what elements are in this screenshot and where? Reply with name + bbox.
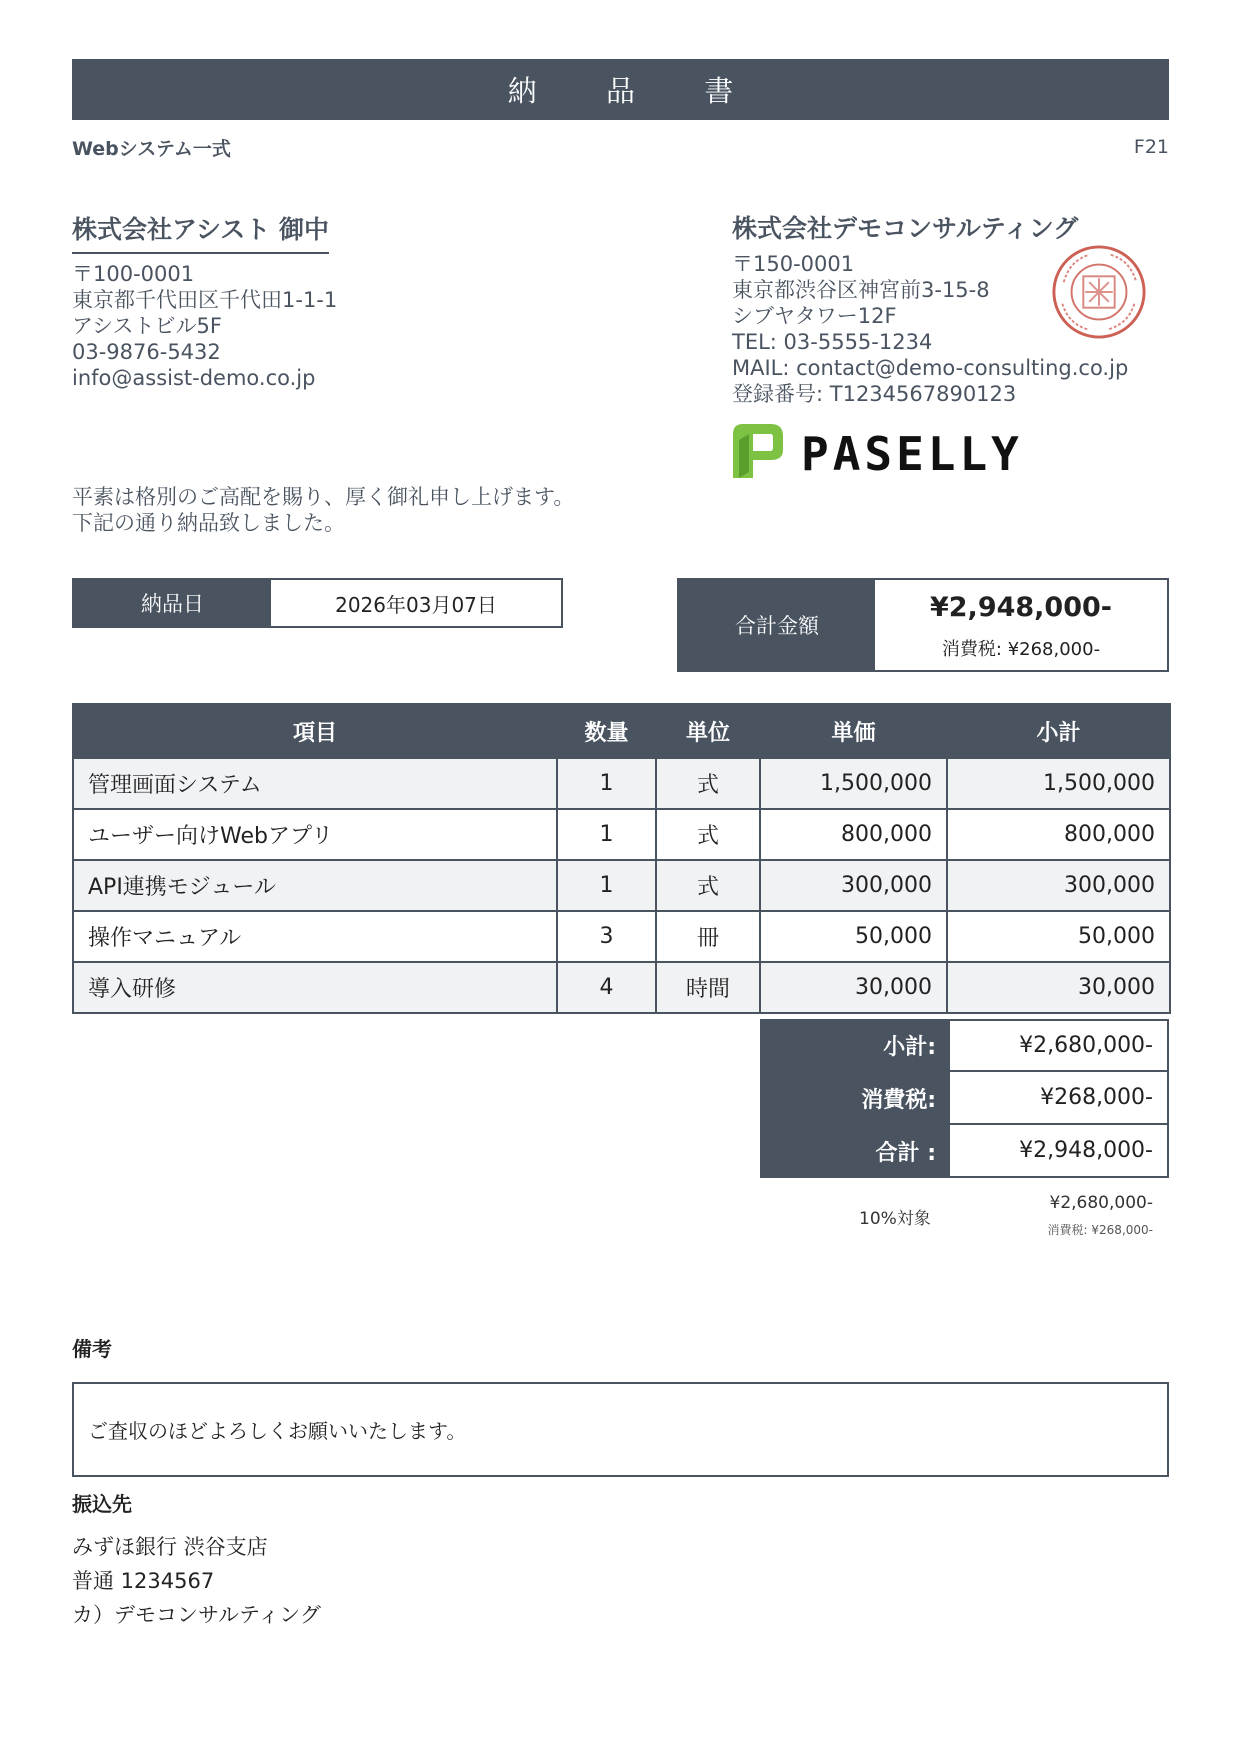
item-quantity: 1 (557, 809, 656, 860)
grand-total-values (875, 580, 1167, 670)
logo-text: PASELLY (801, 427, 1023, 481)
item-name: 管理画面システム (73, 758, 557, 809)
item-unit: 時間 (656, 962, 760, 1013)
delivery-date-label: 納品日 (74, 580, 271, 626)
header-unit-price: 単価 (760, 704, 947, 758)
item-quantity: 4 (557, 962, 656, 1013)
bank-account-number: 普通 1234567 (72, 1569, 215, 1593)
delivery-date-box (72, 578, 563, 628)
table-header-row (73, 704, 1170, 758)
bank-account-holder: カ）デモコンサルティング (72, 1603, 321, 1627)
tax-target-amount: ¥2,680,000- (1049, 1193, 1153, 1213)
summary-tax-label: 消費税: (760, 1072, 948, 1125)
summary-block (760, 1019, 1169, 1178)
table-row (73, 860, 1170, 911)
grand-total-label: 合計金額 (679, 580, 875, 670)
issuer-phone: TEL: 03-5555-1234 (732, 330, 933, 354)
item-subtotal: 30,000 (947, 962, 1170, 1013)
bank-name: みずほ銀行 渋谷支店 (72, 1535, 268, 1559)
table-row (73, 809, 1170, 860)
item-unit-price: 50,000 (760, 911, 947, 962)
issuer-registration-number: 登録番号: T1234567890123 (732, 382, 1017, 406)
issuer-address-line: 東京都渋谷区神宮前3-15-8 (732, 278, 990, 302)
grand-total-box (677, 578, 1169, 672)
item-unit: 式 (656, 758, 760, 809)
client-email: info@assist-demo.co.jp (72, 366, 316, 390)
bank-title: 振込先 (72, 1492, 132, 1516)
header-subtotal: 小計 (947, 704, 1170, 758)
item-name: 導入研修 (73, 962, 557, 1013)
items-table (72, 703, 1171, 1014)
summary-subtotal-label: 小計: (760, 1019, 948, 1072)
item-subtotal: 1,500,000 (947, 758, 1170, 809)
item-subtotal: 800,000 (947, 809, 1170, 860)
summary-subtotal-value: ¥2,680,000- (948, 1019, 1169, 1072)
document-subject: Webシステム一式 (72, 138, 231, 160)
issuer-email: MAIL: contact@demo-consulting.co.jp (732, 356, 1129, 380)
company-logo (731, 420, 1051, 482)
item-quantity: 1 (557, 758, 656, 809)
summary-total-row (760, 1125, 1169, 1178)
client-address-line: 〒100-0001 (72, 262, 195, 286)
item-unit: 冊 (656, 911, 760, 962)
tax-target-tax: 消費税: ¥268,000- (1047, 1223, 1153, 1237)
item-subtotal: 50,000 (947, 911, 1170, 962)
header-item: 項目 (73, 704, 557, 758)
item-unit-price: 300,000 (760, 860, 947, 911)
header-unit: 単位 (656, 704, 760, 758)
company-seal-stamp-icon (1050, 243, 1148, 341)
tax-rate-target: 10%対象 (859, 1209, 931, 1229)
item-unit: 式 (656, 860, 760, 911)
item-unit-price: 800,000 (760, 809, 947, 860)
item-quantity: 1 (557, 860, 656, 911)
summary-total-value: ¥2,948,000- (948, 1125, 1169, 1178)
client-address (72, 261, 337, 391)
summary-total-label: 合計 : (760, 1125, 948, 1178)
summary-tax-row (760, 1072, 1169, 1125)
greeting-line: 下記の通り納品致しました。 (72, 511, 345, 535)
client-address-line: アシストビル5F (72, 314, 222, 338)
item-unit-price: 1,500,000 (760, 758, 947, 809)
client-address-line: 東京都千代田区千代田1-1-1 (72, 288, 338, 312)
bank-details (72, 1530, 321, 1632)
client-phone: 03-9876-5432 (72, 340, 221, 364)
greeting-message (72, 484, 574, 536)
item-subtotal: 300,000 (947, 860, 1170, 911)
header-quantity: 数量 (557, 704, 656, 758)
document-title: 納 品 書 (72, 59, 1169, 120)
greeting-line: 平素は格別のご高配を賜り、厚く御礼申し上げます。 (72, 485, 575, 509)
delivery-date-value: 2026年03月07日 (335, 592, 497, 617)
item-name: 操作マニュアル (73, 911, 557, 962)
issuer-address-line: 〒150-0001 (732, 252, 855, 276)
notes-title: 備考 (72, 1337, 112, 1361)
summary-tax-value: ¥268,000- (948, 1072, 1169, 1125)
item-name: ユーザー向けWebアプリ (73, 809, 557, 860)
table-row (73, 911, 1170, 962)
grand-total-tax: 消費税: ¥268,000- (941, 638, 1101, 660)
item-unit-price: 30,000 (760, 962, 947, 1013)
document-number: F21 (1133, 136, 1169, 158)
issuer-address-line: シブヤタワー12F (732, 304, 897, 328)
table-row (73, 962, 1170, 1013)
table-row (73, 758, 1170, 809)
summary-subtotal-row (760, 1019, 1169, 1072)
item-name: API連携モジュール (73, 860, 557, 911)
grand-total-amount: ¥2,948,000- (929, 591, 1112, 623)
item-quantity: 3 (557, 911, 656, 962)
item-unit: 式 (656, 809, 760, 860)
client-name: 株式会社アシスト 御中 (72, 210, 329, 254)
issuer-name: 株式会社デモコンサルティング (732, 214, 1079, 243)
notes-box: ご査収のほどよろしくお願いいたします。 (72, 1382, 1169, 1477)
